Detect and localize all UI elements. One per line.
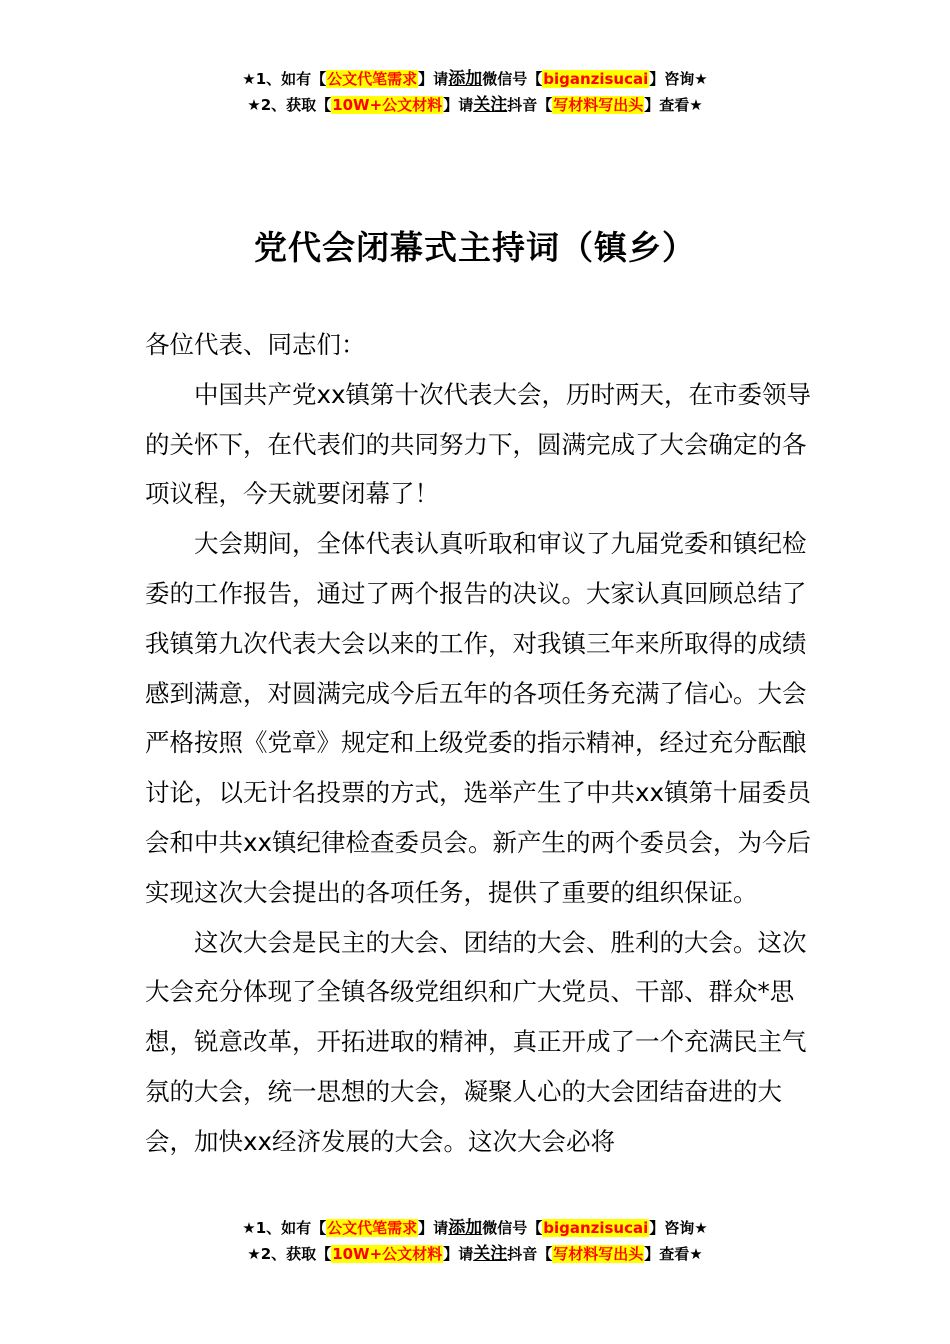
document-title: 党代会闭幕式主持词（镇乡） [254, 228, 696, 267]
promo-emphasis: 关注 [473, 1244, 508, 1264]
promo-highlight: 写材料写出头 [553, 96, 644, 114]
promo-text: ★1、如有【 [242, 70, 327, 88]
promo-text: 抖音【 [507, 1245, 553, 1263]
promo-highlight: 10W+公文材料 [332, 96, 443, 114]
promo-highlight: 公文代笔需求 [327, 1219, 418, 1237]
promo-highlight: 公文代笔需求 [327, 70, 418, 88]
promo-text: ★2、获取【 [247, 1245, 332, 1263]
promo-text: 微信号【 [482, 70, 543, 88]
promo-line-2 [0, 1241, 950, 1267]
promo-highlight: 10W+公文材料 [332, 1245, 443, 1263]
promo-line-2 [0, 92, 950, 118]
promo-line-1 [0, 66, 950, 92]
promo-text: ★2、获取【 [247, 96, 332, 114]
promo-text: 】查看★ [644, 1245, 703, 1263]
promo-highlight: 写材料写出头 [553, 1245, 644, 1263]
paragraph: 大会期间，全体代表认真听取和审议了九届党委和镇纪检委的工作报告，通过了两个报告的决议。大家认真回顾总结了我镇第九次代表大会以来的工作，对我镇三年来所取得的成绩感到满意，对圆满完成今后五年的各项任务充满了信心。大会严格按照《党章》规定和上级党委的指示精神，经过充分酝酿讨论，以无计名投票的方式，选举产生了中共xx镇第十届委员会和中共xx镇纪律检查委员会。新产生的两个委员会，为今后实现这次大会提出的各项任务，提供了重要的组织保证。 [145, 529, 811, 907]
promo-text: 】请 [443, 1245, 474, 1263]
promo-text: 】请 [443, 96, 474, 114]
promo-text: 】咨询★ [649, 70, 708, 88]
promo-text: 抖音【 [507, 96, 553, 114]
footer-promo-banner [0, 1215, 950, 1267]
promo-text: ★1、如有【 [242, 1219, 327, 1237]
promo-highlight: biganzisucai [543, 1219, 649, 1237]
header-promo-banner [0, 66, 950, 118]
promo-line-1 [0, 1215, 950, 1241]
promo-emphasis: 添加 [448, 1218, 483, 1238]
promo-text: 】咨询★ [649, 1219, 708, 1237]
promo-text: 】请 [418, 1219, 449, 1237]
promo-text: 微信号【 [482, 1219, 543, 1237]
promo-highlight: biganzisucai [543, 70, 649, 88]
promo-text: 】查看★ [644, 96, 703, 114]
promo-emphasis: 关注 [473, 95, 508, 115]
promo-text: 】请 [418, 70, 449, 88]
promo-emphasis: 添加 [448, 69, 483, 89]
salutation: 各位代表、同志们： [145, 330, 366, 359]
paragraph: 中国共产党xx镇第十次代表大会，历时两天，在市委领导的关怀下，在代表们的共同努力下，圆满完成了大会确定的各项议程，今天就要闭幕了！ [145, 379, 811, 509]
paragraph: 这次大会是民主的大会、团结的大会、胜利的大会。这次大会充分体现了全镇各级党组织和广大党员、干部、群众*思想，锐意改革，开拓进取的精神，真正开成了一个充满民主气氛的大会，统一思想的大会，凝聚人心的大会团结奋进的大会，加快xx经济发展的大会。这次大会必将 [145, 927, 807, 1156]
document-body [145, 320, 815, 1167]
